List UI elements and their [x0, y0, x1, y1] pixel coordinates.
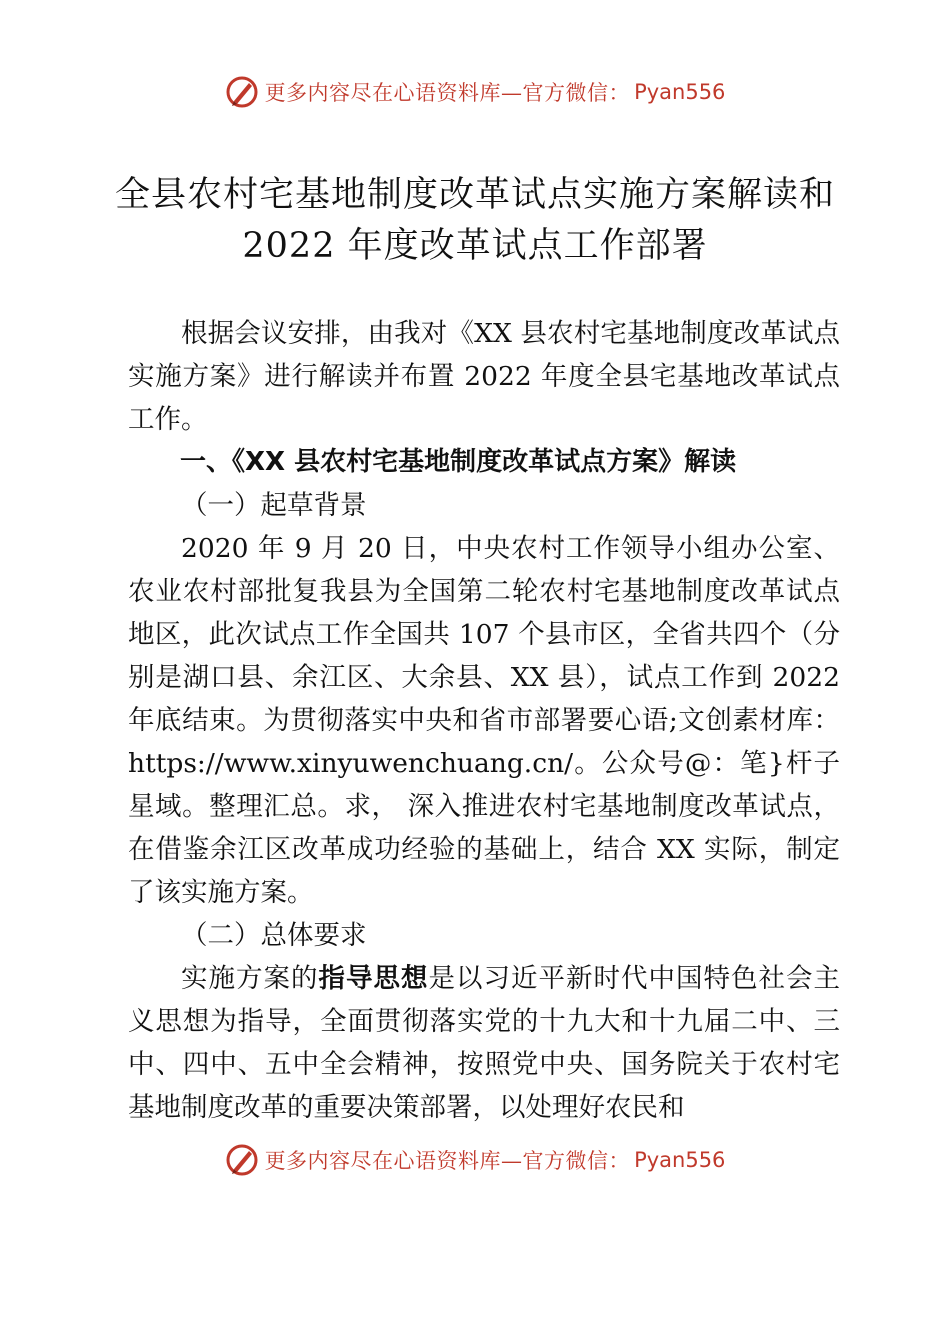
- banner-wechat-id: Pyan556: [634, 1148, 726, 1172]
- pen-logo-icon: [225, 75, 259, 109]
- title-line-1: 全县农村宅基地制度改革试点实施方案解读和: [114, 175, 835, 215]
- guiding-paragraph: [128, 957, 840, 1129]
- section-heading-1: 一、《XX 县农村宅基地制度改革试点方案》解读: [180, 447, 737, 477]
- guiding-post: 是以习近平新时代中国特色社会主义思想为指导，全面贯彻落实党的十九大和十九届二中、三中、四中、五中全会精神，按照党中央、国务院关于农村宅基地制度改革的重要决策部署，以处理好农民和: [128, 963, 840, 1123]
- guiding-pre: 实施方案的: [181, 963, 319, 994]
- banner-wechat-id: Pyan556: [634, 80, 726, 104]
- pen-logo-icon: [225, 1143, 259, 1177]
- subheading-1: （一）起草背景: [181, 490, 367, 521]
- document-body: [128, 312, 840, 1129]
- header-banner: [0, 70, 950, 114]
- intro-paragraph: 根据会议安排，由我对《XX 县农村宅基地制度改革试点实施方案》进行解读并布置 2022 年度全县宅基地改革试点工作。: [128, 318, 840, 435]
- subheading-2: （二）总体要求: [181, 920, 367, 951]
- guiding-bold: 指导思想: [318, 963, 429, 994]
- banner-text: 更多内容尽在心语资料库—官方微信：: [264, 1149, 631, 1173]
- title-line-2: 2022 年度改革试点工作部署: [242, 226, 708, 266]
- banner-text: 更多内容尽在心语资料库—官方微信：: [264, 81, 631, 105]
- footer-banner: [0, 1138, 950, 1182]
- document-title: [100, 170, 850, 272]
- background-paragraph: 2020 年 9 月 20 日，中央农村工作领导小组办公室、农业农村部批复我县为全国第二轮农村宅基地制度改革试点地区，此次试点工作全国共 107 个县市区，全省共四个（分别是湖口县、余江区、大余县、XX 县），试点工作到 2022 年底结束。为贯彻落实中央和省市部署要心语;文创素材库：https://www.xinyuwenchuang.cn/。公众号@：笔}杆子星域。整理汇总。求， 深入推进农村宅基地制度改革试点，在借鉴余江区改革成功经验的基础上，结合 XX 实际，制定了该实施方案。: [128, 533, 840, 908]
